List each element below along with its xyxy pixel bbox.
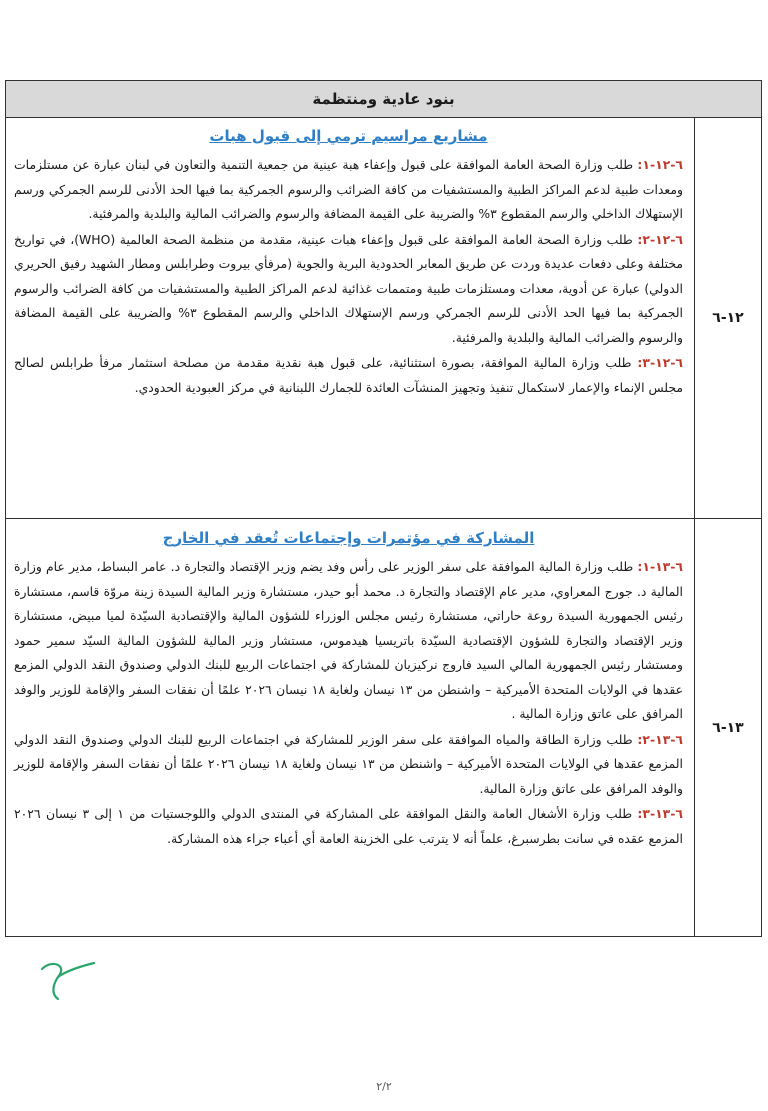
agenda-item xyxy=(14,802,683,851)
item-number: ٦-١٣-٣: xyxy=(637,806,683,821)
section-row xyxy=(6,518,761,937)
section-number: ١٣-٦ xyxy=(694,519,761,937)
agenda-item xyxy=(14,555,683,727)
item-number: ٦-١٣-٢: xyxy=(637,731,683,747)
item-text: طلب وزارة الصحة العامة الموافقة على قبول وإعفاء هبات عينية، مقدمة من منظمة الصحة العالمية (WHO)، في تواريخ مختلفة وعلى دفعات عديدة وردت عن طريق المعابر الحدودية البرية والجوية (مرفأي بيروت وطرابلس ومطار الشهيد رفيق الحريري الدولي) عبارة عن أدوية، معدات ومستلزمات طبية ومتممات غذائية لدعم المراكز الطبية والمستشفيات من كافة الضرائب والرسوم الجمركية بما فيها الحد الأدنى للرسم الجمركي ورسم الإستهلاك الداخلي والرسم المقطوع ٣% والضريبة على القيمة المضافة والرسوم والضرائب المالية والبلدية والمرفئية. xyxy=(14,231,683,345)
item-number: ٦-١٣-١: xyxy=(637,559,683,574)
agenda-item xyxy=(14,153,683,227)
section-content xyxy=(6,519,695,937)
item-number: ٦-١٢-١: xyxy=(637,157,683,172)
item-text: طلب وزارة المالية الموافقة على سفر الوزير على رأس وفد يضم وزير الإقتصاد والتجارة د. عامر البساط، مدير عام وزارة المالية د. جورج المعراوي، مدير عام الإقتصاد والتجارة د. محمد أبو حيدر، مستشارة وزير المالية السيدة زينة مروّة قاسم، مستشارة رئيس الجمهورية السيدة روعة حاراتي، مستشارة رئيس مجلس الوزراء للشؤون المالية والإقتصادية السيّدة لميا مبيض، مستشارة وزير الإقتصاد والتجارة للشؤون الإقتصادية السيّدة باتريسيا هيدموس، مستشار وزير المالية للشؤون المالية السيّد سمير حمود ومستشار رئيس الجمهورية المالي السيد فاروج نركيزيان للمشاركة في اجتماعات الربيع للبنك الدولي وصندوق النقد الدولي المزمع عقدها في الولايات المتحدة الأميركية – واشنطن من ١٣ نيسان ولغاية ١٨ نيسان ٢٠٢٦ علمًا أن نفقات السفر والإقامة للوزير والوفد المرافق على عاتق وزارة المالية . xyxy=(14,559,683,721)
agenda-table xyxy=(5,80,762,937)
section-row xyxy=(6,117,761,518)
table-header xyxy=(6,81,761,118)
item-text: طلب وزارة الطاقة والمياه الموافقة على سفر الوزير للمشاركة في اجتماعات الربيع للبنك الدولي وصندوق النقد الدولي المزمع عقدها في الولايات المتحدة الأميركية – واشنطن من ١٣ نيسان ولغاية ١٨ نيسان ٢٠٢٦ علمًا أن نفقات السفر والإقامة للوزير والوفد المرافق على عاتق وزارة المالية. xyxy=(14,731,683,796)
agenda-item xyxy=(14,728,683,802)
item-number: ٦-١٢-٣: xyxy=(637,355,683,370)
signature-mark xyxy=(32,957,112,1002)
item-text: طلب وزارة الصحة العامة الموافقة على قبول وإعفاء هبة عينية من جمعية التنمية والتعاون في لبنان عبارة عن مستلزمات ومعدات طبية لدعم المراكز الطبية والمستشفيات من كافة الضرائب والرسوم الجمركية بما فيها الحد الأدنى للرسم الجمركي ورسم الإستهلاك الداخلي والرسم المقطوع ٣% والضريبة على القيمة المضافة والرسوم والضرائب المالية والبلدية والمرفئية. xyxy=(14,157,683,221)
item-text: طلب وزارة الأشغال العامة والنقل الموافقة على المشاركة في المنتدى الدولي واللوجستيات من ١ إلى ٣ نيسان ٢٠٢٦ المزمع عقده في سانت بطرسبرغ، علماً أنه لا يترتب على الخزينة العامة أي أعباء جراء هذه المشاركة. xyxy=(14,806,683,846)
header-title: بنود عادية ومنتظمة xyxy=(312,90,455,108)
item-text: طلب وزارة المالية الموافقة، بصورة استثنائية، على قبول هبة نقدية مقدمة من مصلحة استثمار مرفأ طرابلس لصالح مجلس الإنماء والإعمار لاستكمال تنفيذ وتجهيز المنشآت العائدة للجمارك اللبنانية في مركز العبودية الحدودي. xyxy=(14,355,683,395)
agenda-item xyxy=(14,351,683,400)
page-number: ٢/٢ xyxy=(376,1080,392,1093)
section-title: المشاركة في مؤتمرات وإجتماعات تُعقد في الخارج xyxy=(162,529,535,547)
section-content xyxy=(6,117,695,518)
agenda-item xyxy=(14,228,683,351)
item-number: ٦-١٢-٢: xyxy=(637,231,683,247)
section-title: مشاريع مراسيم ترمي إلى قبول هبات xyxy=(209,127,488,145)
section-number: ١٢-٦ xyxy=(694,117,761,518)
